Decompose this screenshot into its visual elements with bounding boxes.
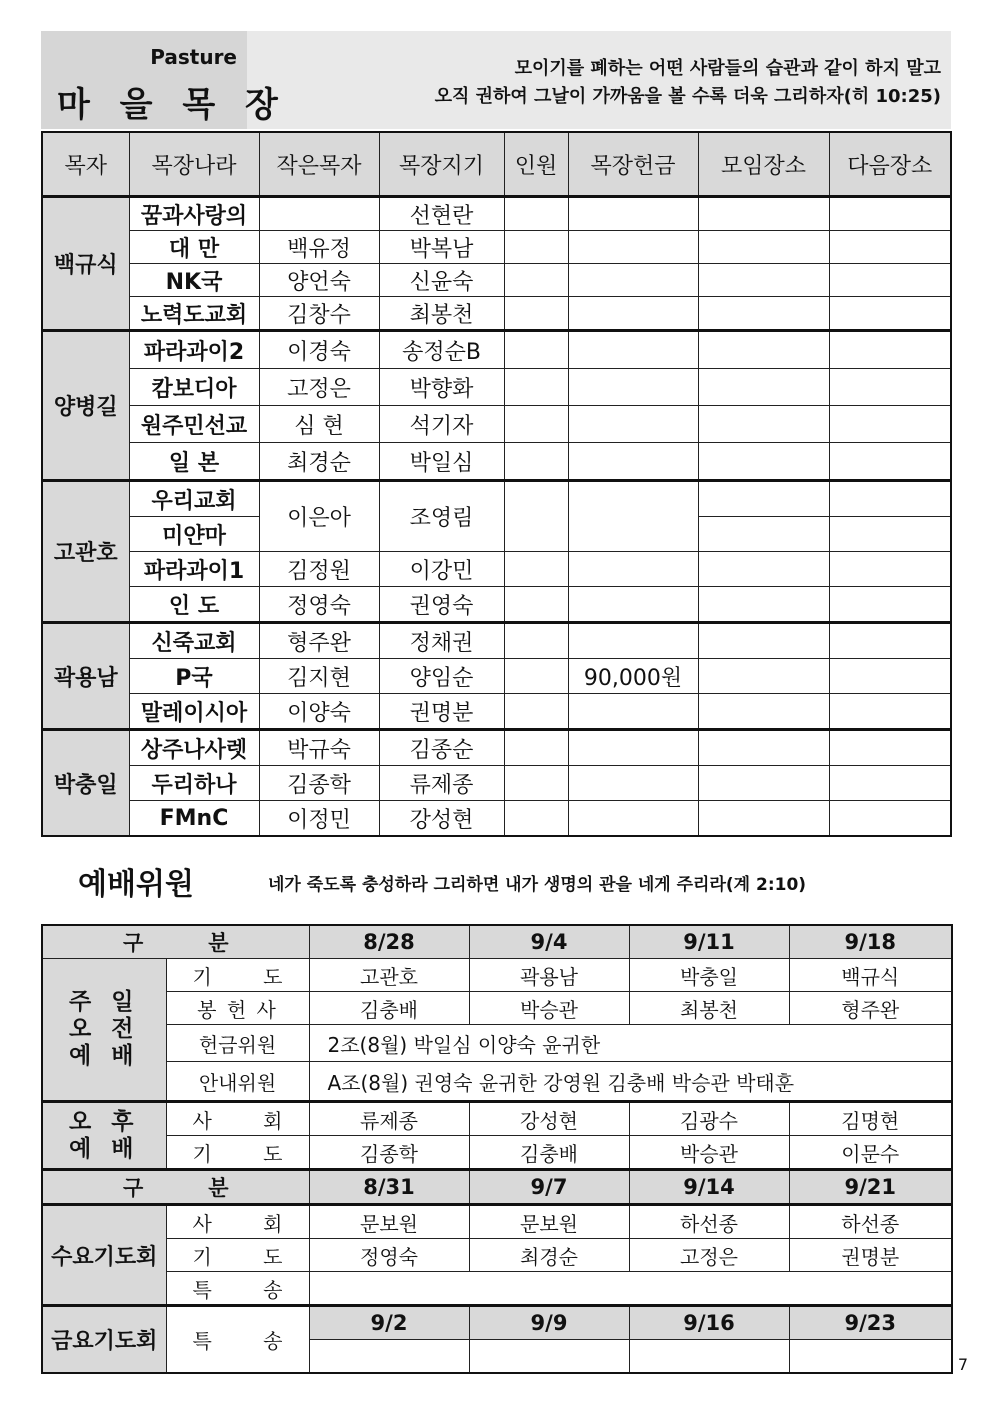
country-cell: FMnC [129, 801, 259, 837]
keeper-cell: 조영림 [379, 481, 504, 552]
country-cell: 우리교회 [129, 481, 259, 517]
table-row [42, 264, 951, 297]
offering-cell [568, 552, 698, 587]
count-cell [504, 694, 568, 730]
header-subtitle: Pasture [150, 45, 237, 69]
count-cell [504, 659, 568, 694]
name-cell: 박승관 [469, 992, 629, 1025]
name-cell: 강성현 [469, 1102, 629, 1136]
sunday-date-row [42, 925, 952, 959]
wednesday-label: 수요기도회 [42, 1205, 166, 1306]
next-place-cell [829, 659, 951, 694]
country-cell: 꿈과사랑의 [129, 197, 259, 231]
country-cell: P국 [129, 659, 259, 694]
role-label: 기 도 [166, 959, 309, 992]
table-row [42, 297, 951, 331]
name-cell: 김충배 [469, 1136, 629, 1170]
next-place-cell [829, 231, 951, 264]
role-label: 기 도 [166, 1136, 309, 1170]
name-cell [309, 1340, 469, 1374]
offering-cell [568, 297, 698, 331]
pasture-header-row [42, 132, 951, 197]
table-row [42, 231, 951, 264]
usher-committee-cell: A조(8월) 권영숙 윤귀한 강영원 김충배 박승관 박태훈 [309, 1062, 952, 1102]
col-header: 목장나라 [129, 132, 259, 197]
place-cell [698, 623, 829, 659]
count-cell [504, 443, 568, 481]
table-row [42, 801, 951, 837]
small-pastor-cell: 심 현 [259, 406, 379, 443]
header-verse-line1: 모이기를 폐하는 어떤 사람들의 습관과 같이 하지 말고 [514, 58, 941, 79]
next-place-cell [829, 369, 951, 406]
next-place-cell [829, 264, 951, 297]
offering-cell [568, 331, 698, 369]
small-pastor-cell: 고정은 [259, 369, 379, 406]
date-header: 9/23 [789, 1306, 952, 1340]
division-header: 구 분 [42, 1170, 309, 1205]
count-cell [504, 801, 568, 837]
country-cell: 캄보디아 [129, 369, 259, 406]
date-header: 9/2 [309, 1306, 469, 1340]
country-cell: 두리하나 [129, 766, 259, 801]
small-pastor-cell: 최경순 [259, 443, 379, 481]
next-place-cell [829, 481, 951, 517]
offering-cell [568, 730, 698, 766]
keeper-cell: 권명분 [379, 694, 504, 730]
small-pastor-cell: 형주완 [259, 623, 379, 659]
table-row [42, 1306, 952, 1340]
place-cell [698, 369, 829, 406]
name-cell: 김명현 [789, 1102, 952, 1136]
name-cell: 류제종 [309, 1102, 469, 1136]
place-cell [698, 694, 829, 730]
pastor-cell: 양병길 [42, 331, 129, 481]
role-label: 특 송 [166, 1306, 309, 1374]
name-cell [629, 1340, 789, 1374]
header-title-box [41, 31, 287, 129]
small-pastor-cell: 이은아 [259, 481, 379, 552]
country-cell: 인 도 [129, 587, 259, 623]
pastor-cell: 박충일 [42, 730, 129, 837]
small-pastor-cell: 김정원 [259, 552, 379, 587]
small-pastor-cell: 이정민 [259, 801, 379, 837]
country-cell: 대 만 [129, 231, 259, 264]
place-cell [698, 481, 829, 517]
country-cell: 신죽교회 [129, 623, 259, 659]
table-row [42, 406, 951, 443]
small-pastor-cell: 백유정 [259, 231, 379, 264]
name-cell: 형주완 [789, 992, 952, 1025]
place-cell [698, 197, 829, 231]
country-cell: 파라과이1 [129, 552, 259, 587]
keeper-cell: 선현란 [379, 197, 504, 231]
place-cell [698, 517, 829, 552]
small-pastor-cell: 박규숙 [259, 730, 379, 766]
table-row [42, 766, 951, 801]
date-header: 9/14 [629, 1170, 789, 1205]
table-row [42, 552, 951, 587]
count-cell [504, 406, 568, 443]
small-pastor-cell: 양언숙 [259, 264, 379, 297]
place-cell [698, 331, 829, 369]
keeper-cell: 송정순B [379, 331, 504, 369]
worship-title: 예배위원 [78, 867, 194, 902]
place-cell [698, 552, 829, 587]
role-label: 기 도 [166, 1239, 309, 1272]
country-cell: 일 본 [129, 443, 259, 481]
count-cell [504, 481, 568, 552]
next-place-cell [829, 730, 951, 766]
count-cell [504, 730, 568, 766]
role-label: 특 송 [166, 1272, 309, 1306]
next-place-cell [829, 694, 951, 730]
country-cell: 미얀마 [129, 517, 259, 552]
pasture-table [41, 131, 952, 837]
keeper-cell: 양임순 [379, 659, 504, 694]
table-row [42, 730, 951, 766]
table-row [42, 443, 951, 481]
table-row [42, 1239, 952, 1272]
next-place-cell [829, 443, 951, 481]
sunday-pm-label: 오 후 예 배 [42, 1102, 166, 1170]
next-place-cell [829, 623, 951, 659]
count-cell [504, 297, 568, 331]
count-cell [504, 766, 568, 801]
next-place-cell [829, 406, 951, 443]
name-cell: 박충일 [629, 959, 789, 992]
col-header: 목자 [42, 132, 129, 197]
place-cell [698, 730, 829, 766]
name-cell: 박승관 [629, 1136, 789, 1170]
next-place-cell [829, 587, 951, 623]
count-cell [504, 331, 568, 369]
keeper-cell: 김종순 [379, 730, 504, 766]
offering-cell [568, 587, 698, 623]
keeper-cell: 류제종 [379, 766, 504, 801]
role-label: 사 회 [166, 1102, 309, 1136]
small-pastor-cell: 이경숙 [259, 331, 379, 369]
small-pastor-cell: 정영숙 [259, 587, 379, 623]
next-place-cell [829, 517, 951, 552]
place-cell [698, 443, 829, 481]
date-header: 9/9 [469, 1306, 629, 1340]
table-row [42, 197, 951, 231]
name-cell: 고관호 [309, 959, 469, 992]
name-cell: 정영숙 [309, 1239, 469, 1272]
worship-table [41, 924, 953, 1374]
offering-cell: 90,000원 [568, 659, 698, 694]
keeper-cell: 석기자 [379, 406, 504, 443]
country-cell: NK국 [129, 264, 259, 297]
date-header: 9/18 [789, 925, 952, 959]
place-cell [698, 801, 829, 837]
count-cell [504, 231, 568, 264]
offering-cell [568, 481, 698, 552]
name-cell: 김충배 [309, 992, 469, 1025]
name-cell: 문보원 [309, 1205, 469, 1239]
page-number: 7 [957, 1355, 968, 1374]
header-verse [435, 55, 941, 111]
offering-cell [568, 197, 698, 231]
country-cell: 말레이시아 [129, 694, 259, 730]
offering-cell [568, 766, 698, 801]
offering-cell [568, 264, 698, 297]
role-label: 사 회 [166, 1205, 309, 1239]
name-cell: 백규식 [789, 959, 952, 992]
name-cell: 김종학 [309, 1136, 469, 1170]
date-header: 9/11 [629, 925, 789, 959]
keeper-cell: 박향화 [379, 369, 504, 406]
offering-cell [568, 443, 698, 481]
division-header: 구 분 [42, 925, 309, 959]
name-cell [789, 1340, 952, 1374]
place-cell [698, 659, 829, 694]
col-header: 목장지기 [379, 132, 504, 197]
place-cell [698, 766, 829, 801]
sunday-am-label: 주 일 오 전 예 배 [42, 959, 166, 1102]
name-cell: 곽용남 [469, 959, 629, 992]
next-place-cell [829, 331, 951, 369]
table-row [42, 623, 951, 659]
col-header: 다음장소 [829, 132, 951, 197]
name-cell: 문보원 [469, 1205, 629, 1239]
header-title: 마 을 목 장 [57, 85, 287, 125]
small-pastor-cell: 이양숙 [259, 694, 379, 730]
count-cell [504, 623, 568, 659]
country-cell: 상주나사렛 [129, 730, 259, 766]
keeper-cell: 박복남 [379, 231, 504, 264]
col-header: 모임장소 [698, 132, 829, 197]
role-label: 안내위원 [166, 1062, 309, 1102]
name-cell [469, 1340, 629, 1374]
offering-cell [568, 406, 698, 443]
offering-cell [568, 694, 698, 730]
count-cell [504, 197, 568, 231]
country-cell: 원주민선교 [129, 406, 259, 443]
pastor-cell: 고관호 [42, 481, 129, 623]
next-place-cell [829, 552, 951, 587]
pastor-cell: 백규식 [42, 197, 129, 331]
date-header: 9/16 [629, 1306, 789, 1340]
offering-cell [568, 801, 698, 837]
next-place-cell [829, 801, 951, 837]
place-cell [698, 587, 829, 623]
table-row [42, 992, 952, 1025]
pastor-cell: 곽용남 [42, 623, 129, 730]
table-row [42, 1062, 952, 1102]
name-cell: 하선종 [789, 1205, 952, 1239]
offering-committee-cell: 2조(8월) 박일심 이양숙 윤귀한 [309, 1025, 952, 1062]
date-header: 9/7 [469, 1170, 629, 1205]
table-row [42, 369, 951, 406]
table-row [42, 694, 951, 730]
col-header: 인원 [504, 132, 568, 197]
offering-cell [568, 231, 698, 264]
header-verse-line2: 오직 권하여 그날이 가까움을 볼 수록 더욱 그리하자(히 10:25) [434, 86, 941, 107]
keeper-cell: 박일심 [379, 443, 504, 481]
name-cell: 하선종 [629, 1205, 789, 1239]
keeper-cell: 이강민 [379, 552, 504, 587]
name-cell: 고정은 [629, 1239, 789, 1272]
date-header: 8/31 [309, 1170, 469, 1205]
friday-label: 금요기도회 [42, 1306, 166, 1374]
date-header: 9/21 [789, 1170, 952, 1205]
special-song-cell [309, 1272, 952, 1306]
role-label: 헌금위원 [166, 1025, 309, 1062]
table-row [42, 1205, 952, 1239]
role-label: 봉 헌 사 [166, 992, 309, 1025]
page-header [41, 31, 951, 129]
col-header: 작은목자 [259, 132, 379, 197]
name-cell: 김광수 [629, 1102, 789, 1136]
offering-cell [568, 623, 698, 659]
small-pastor-cell: 김창수 [259, 297, 379, 331]
table-row [42, 659, 951, 694]
next-place-cell [829, 766, 951, 801]
count-cell [504, 552, 568, 587]
table-row [42, 1272, 952, 1306]
date-header: 8/28 [309, 925, 469, 959]
small-pastor-cell: 김지현 [259, 659, 379, 694]
table-row [42, 587, 951, 623]
table-row [42, 959, 952, 992]
wednesday-date-row [42, 1170, 952, 1205]
keeper-cell: 최봉천 [379, 297, 504, 331]
place-cell [698, 297, 829, 331]
table-row [42, 331, 951, 369]
next-place-cell [829, 297, 951, 331]
keeper-cell: 권영숙 [379, 587, 504, 623]
place-cell [698, 231, 829, 264]
keeper-cell: 강성현 [379, 801, 504, 837]
table-row [42, 481, 951, 517]
table-row [42, 1025, 952, 1062]
place-cell [698, 406, 829, 443]
count-cell [504, 587, 568, 623]
keeper-cell: 신윤숙 [379, 264, 504, 297]
small-pastor-cell [259, 197, 379, 231]
offering-cell [568, 369, 698, 406]
name-cell: 최봉천 [629, 992, 789, 1025]
next-place-cell [829, 197, 951, 231]
place-cell [698, 264, 829, 297]
table-row [42, 1102, 952, 1136]
worship-verse: 네가 죽도록 충성하라 그리하면 내가 생명의 관을 네게 주리라(계 2:10) [268, 875, 807, 895]
name-cell: 권명분 [789, 1239, 952, 1272]
col-header: 목장헌금 [568, 132, 698, 197]
name-cell: 최경순 [469, 1239, 629, 1272]
name-cell: 이문수 [789, 1136, 952, 1170]
count-cell [504, 264, 568, 297]
small-pastor-cell: 김종학 [259, 766, 379, 801]
table-row [42, 1136, 952, 1170]
country-cell: 파라과이2 [129, 331, 259, 369]
country-cell: 노력도교회 [129, 297, 259, 331]
date-header: 9/4 [469, 925, 629, 959]
count-cell [504, 369, 568, 406]
keeper-cell: 정채권 [379, 623, 504, 659]
